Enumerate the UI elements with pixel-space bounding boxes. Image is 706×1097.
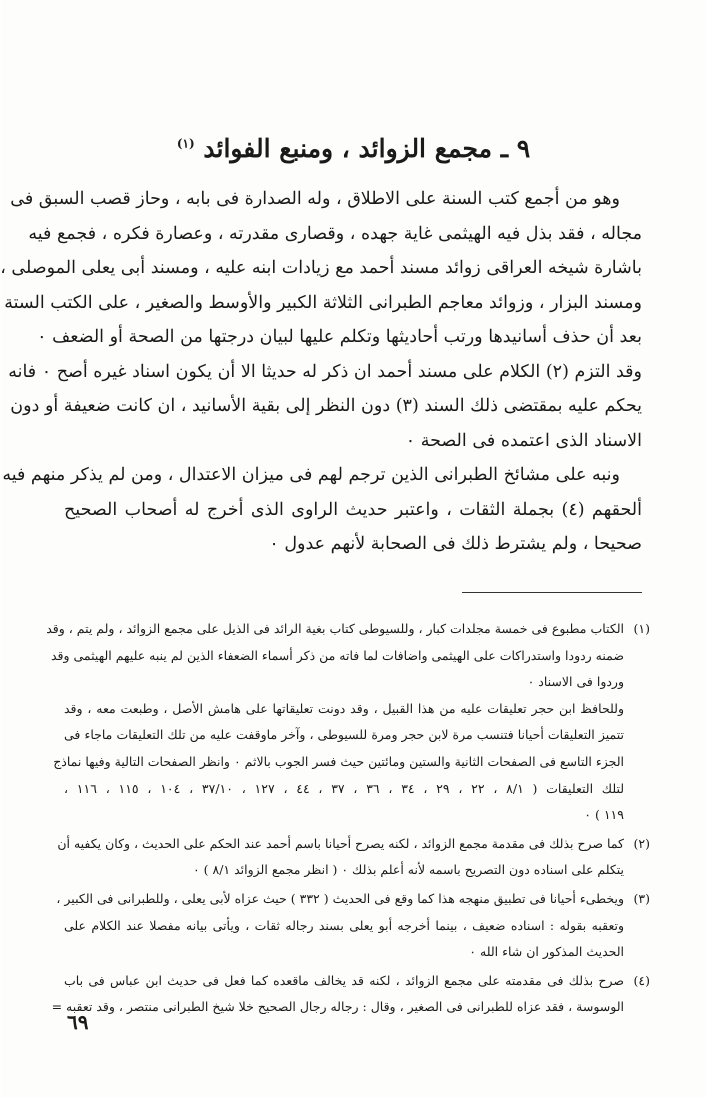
footnote-text: الكتاب مطبوع فى خمسة مجلدات كبار ، وللسيوطى كتاب بغية الرائد فى الذيل على مجمع الزوائد ، ولم يتم ، وقد (46, 621, 624, 636)
footnotes (46, 616, 650, 1023)
chapter-title-text: ٩ ـ مجمع الزوائد ، ومنبع الفوائد (203, 133, 531, 163)
text-line: صحيحا ، ولم يشترط ذلك فى الصحابة لأنهم عدول ٠ (269, 534, 642, 554)
footnote-line (57, 831, 650, 858)
main-text (0, 182, 642, 562)
chapter-title (61, 129, 646, 169)
page-number: ٦٩ (67, 1010, 89, 1034)
footnote-number: (١) (633, 621, 650, 636)
footnote-3 (56, 886, 650, 966)
text-line: الاسناد الذى اعتمده فى الصحة ٠ (405, 430, 642, 451)
footnote-line: الجزء التاسع فى الصفحات الثانية والستين ومائتين حيث فسر الجوب بالاثم ٠ وانظر الصفحات التالية وفيها نماذج (53, 753, 624, 769)
footnote-line: وتعقبه بقوله : اسناده ضعيف ، بينما أخرجه أبو يعلى بسند رجاله ثقات ، ويأتى بيانه مفصلا عند الكلام على (64, 917, 624, 933)
text-line: ألحقهم (٤) بجملة الثقات ، واعتبر حديث الراوى الذى أخرج له أصحاب الصحيح (64, 499, 642, 520)
footnote-line: يتكلم على اسناده دون التصريح باسمه لأنه أعلم بذلك ٠ ( انظر مجمع الزوائد ٨/١ ) ٠ (192, 862, 624, 878)
footnote-line: وردوا فى الاسناد ٠ (527, 674, 624, 690)
footnote-line: وللحافظ ابن حجر تعليقات عليه من هذا القبيل ، وقد دونت تعليقاتها على هامش الأصل ، وطبعت معه ، وقد (64, 700, 624, 716)
footnote-text: صرح بذلك فى مقدمته على مجمع الزوائد ، لكنه قد يخالف ماقعده كما فعل فى حديث ابن عباس فى باب (64, 972, 624, 988)
footnote-line: الوسوسة ، فقد عزاه للطبرانى فى الصغير ، وقال : رجاله رجال الصحيح خلا شيخ الطبرانى منتصر ، وقد تعقبه = (51, 999, 624, 1015)
footnote-1 (46, 616, 650, 829)
book-page (1, 0, 706, 1097)
footnote-line (56, 886, 650, 913)
paragraph-1 (0, 182, 642, 355)
footnote-separator (462, 592, 642, 593)
text-line: وقد التزم (٢) الكلام على مسند أحمد ان ذكر له حديثا الا أن يكون اسناد غيره أصح ٠ فانه (8, 361, 642, 382)
paragraph-3 (2, 458, 642, 562)
footnote-line (46, 616, 650, 643)
text-line: ونبه على مشائخ الطبرانى الذين ترجم لهم فى ميزان الاعتدال ، ومن لم يذكر منهم فيه (2, 465, 620, 485)
paragraph-2 (8, 355, 642, 459)
footnote-number: (٤) (633, 972, 650, 988)
footnote-number: (٣) (633, 890, 650, 906)
footnote-number: (٢) (633, 835, 650, 851)
text-line: مجاله ، فقد بذل فيه الهيثمى غاية جهده ، وقصارى مقدرته ، وعصارة فكره ، فجمع فيه (28, 223, 642, 244)
footnote-4 (51, 968, 650, 1021)
footnote-line (64, 968, 650, 995)
text-line: بعد أن حذف أسانيدها ورتب أحاديثها وتكلم عليها لبيان درجتها من الصحة أو الضعف ٠ (37, 327, 642, 347)
footnote-line: ضمنه ردودا واستدراكات على الهيثمى واضافات لما فاته من ذكر أسماء الضعفاء الذين لم ينبه عليهم الهيثمى وقد (50, 647, 624, 663)
text-line: ومسند البزار ، وزوائد معاجم الطبرانى الثلاثة الكبير والأوسط والصغير ، على الكتب الستة (4, 292, 642, 313)
text-line: وهو من أجمع كتب السنة على الاطلاق ، وله الصدارة فى بابه ، وحاز قصب السبق فى (10, 189, 620, 209)
footnote-line: تتميز التعليقات أحيانا فتنسب مرة لابن حجر ومرة للسيوطى ، وآخر ماوقفت عليه من تلك التعليقات ماجاء فى (64, 727, 624, 743)
title-footnote-ref: (١) (176, 136, 195, 151)
footnote-text: كما صرح بذلك فى مقدمة مجمع الزوائد ، لكنه يصرح أحيانا باسم أحمد عند الحكم على الحديث ، وكان يكفيه أن (57, 835, 624, 851)
footnote-line: ١١٩ ) ٠ (584, 807, 624, 823)
footnote-2 (57, 831, 650, 884)
footnote-line: لتلك التعليقات ( ٨/١ ، ٢٢ ، ٢٩ ، ٣٤ ، ٣٦ ، ٣٧ ، ٤٤ ، ١٢٧ ، ٣٧/١٠ ، ١٠٤ ، ١١٥ ، ١١٦ ، (64, 780, 625, 796)
text-line: باشارة شيخه العراقى زوائد مسند أحمد مع زيادات ابنه عليه ، ومسند أبى يعلى الموصلى ، (0, 258, 642, 278)
footnote-line: الحديث المذكور ان شاء الله ٠ (469, 944, 624, 960)
footnote-text: ويخطىء أحيانا فى تطبيق منهجه هذا كما وقع فى الحديث ( ٣٣٢ ) حيث عزاه لأبى يعلى ، وللطبرانى فى الكبير ، (56, 890, 624, 906)
text-line: يحكم عليه بمقتضى ذلك السند (٣) دون النظر إلى بقية الأسانيد ، ان كانت ضعيفة أو دون (10, 396, 642, 416)
